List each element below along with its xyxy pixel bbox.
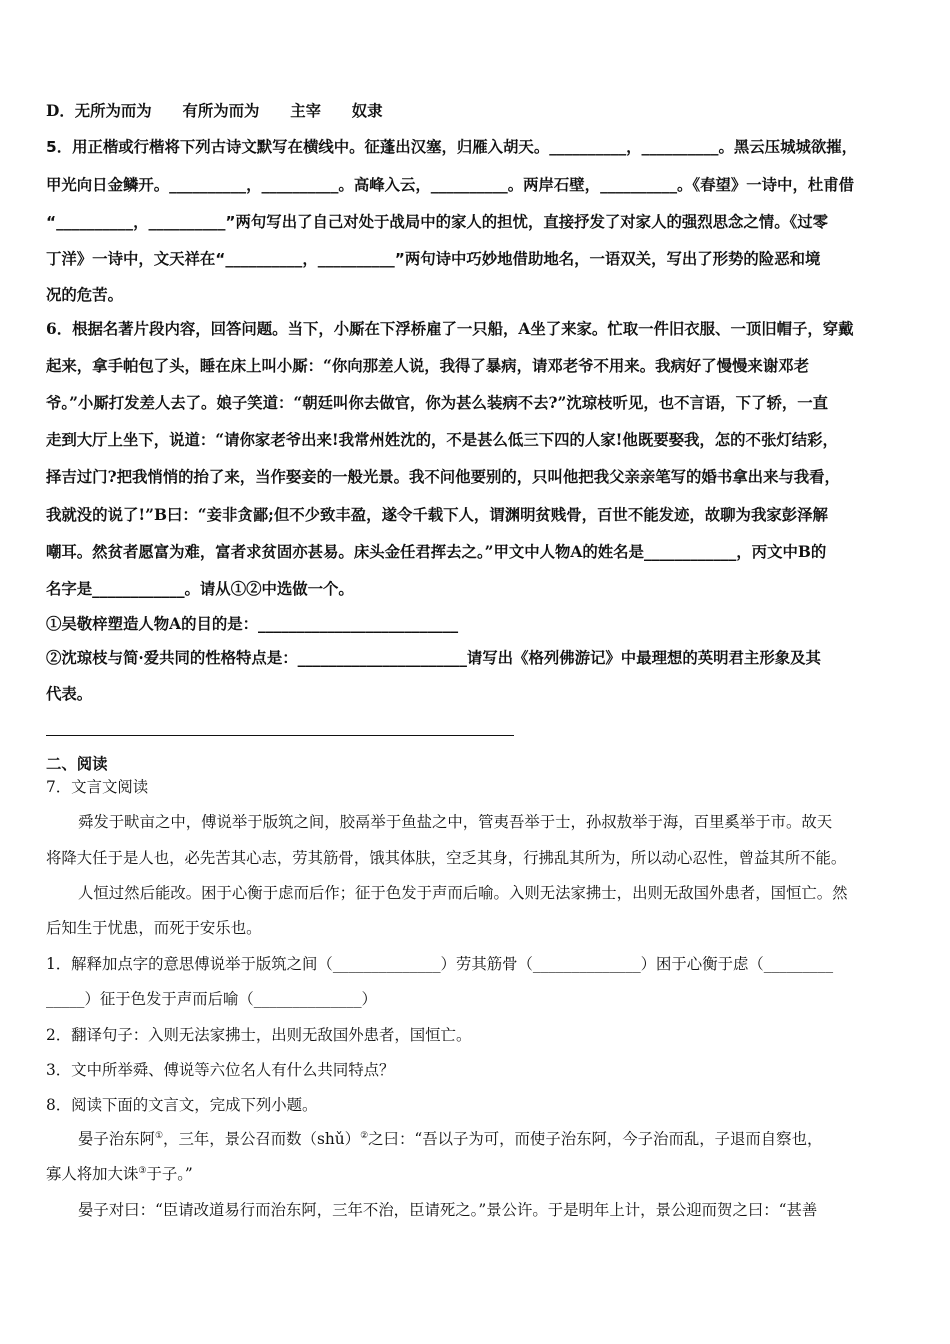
q7-sub-1-cont: _____）征于色发于声而后喻（______________） [46,990,377,1008]
q6-line-5: 择吉过门?把我悄悄的抬了来，当作娶妾的一般光景。我不问他要别的，只叫他把我父亲亲笔写的婚书拿出来与我看， [46,468,840,486]
q6-option-2: ②沈琼枝与简·爱共同的性格特点是：______________________请写出《格列佛游记》中最理想的英明君主形象及其 [46,649,821,667]
section-heading-reading: 二、阅读 [46,755,108,773]
footnote-marker-2: ② [360,1130,369,1141]
answer-underline [46,735,514,736]
q6-line-6: 我就没的说了!”B曰：“妾非贪鄙;但不少致丰盈，遂令千载下人，谓渊明贫贱骨，百世不能发迹，故聊为我家彭泽解 [46,506,828,524]
passage-1-line-3: 人恒过然后能改。困于心衡于虑而后作；征于色发于声而后喻。入则无法家拂士，出则无敌国外患者，国恒亡。然 [78,884,848,902]
q6-line-3: 爷。”小厮打发差人去了。娘子笑道：“朝廷叫你去做官，你为甚么装病不去?”沈琼枝听见，也不言语，下了轿，一直 [46,394,829,412]
q7-sub-3: 3．文中所举舜、傅说等六位名人有什么共同特点？ [46,1061,395,1079]
q5-line-1: 5．用正楷或行楷将下列古诗文默写在横线中。征蓬出汉塞，归雁入胡天。__________，__________。黑云压城城欲摧， [46,138,858,156]
footnote-marker-3: ③ [138,1165,147,1176]
q5-line-3: “__________，__________”两句写出了自己对处于战局中的家人的担忧，直接抒发了对家人的强烈思念之情。《过零 [46,213,829,231]
q5-line-2: 甲光向日金鳞开。__________，__________。高峰入云，__________。两岸石壁，__________。《春望》一诗中，杜甫借 [46,176,855,194]
passage-2-text-b: ，三年，景公召而数（shǔ） [163,1130,361,1148]
q6-option-1: ①吴敬梓塑造人物A的目的是：__________________________ [46,615,459,633]
passage-2-line-1 [78,1129,822,1149]
q6-option-2-cont: 代表。 [46,685,93,703]
q6-line-2: 起来，拿手帕包了头，睡在床上叫小厮：“你向那差人说，我得了暴病，请邓老爷不用来。我病好了慢慢来谢邓老 [46,357,809,375]
q6-line-7: 嘲耳。然贫者愿富为难，富者求贫固亦甚易。床头金任君挥去之。”甲文中人物A的姓名是____________，丙文中B的 [46,543,827,561]
q7-sub-1: 1．解释加点字的意思傅说举于版筑之间（______________）劳其筋骨（______________）困于心衡于虑（_________ [46,955,834,973]
q5-line-4: 丁洋》一诗中，文天祥在“__________，__________”两句诗中巧妙地借助地名，一语双关，写出了形势的险恶和境 [46,250,821,268]
q5-line-5: 况的危苦。 [46,286,123,304]
q7-title: 7．文言文阅读 [46,778,149,796]
option-d: D．无所为而为 有所为而为 主宰 奴隶 [46,102,383,120]
q6-line-8: 名字是____________。请从①②中选做一个。 [46,580,354,598]
q7-sub-2: 2．翻译句子：入则无法家拂士，出则无敌国外患者，国恒亡。 [46,1026,472,1044]
q8-title: 8．阅读下面的文言文，完成下列小题。 [46,1096,318,1114]
passage-1-line-2: 将降大任于是人也，必先苦其心志，劳其筋骨，饿其体肤，空乏其身，行拂乱其所为，所以动心忍性，曾益其所不能。 [46,849,847,867]
q6-line-4: 走到大厅上坐下，说道：“请你家老爷出来!我常州姓沈的，不是甚么低三下四的人家!他既要娶我，怎的不张灯结彩， [46,431,838,449]
passage-2-line-3: 晏子对曰：“臣请改道易行而治东阿，三年不治，臣请死之。”景公许。于是明年上计，景公迎而贺之曰：“甚善 [78,1201,818,1219]
passage-2-line-2 [46,1164,193,1184]
passage-1-line-4: 后知生于忧患，而死于安乐也。 [46,919,262,937]
q6-line-1: 6．根据名著片段内容，回答问题。当下，小厮在下浮桥雇了一只船，A坐了来家。忙取一件旧衣服、一顶旧帽子，穿戴 [46,320,854,338]
passage-2-text-a: 晏子治东阿 [78,1130,155,1148]
footnote-marker-1: ① [154,1130,164,1141]
passage-2-text-c: 之曰：“吾以子为可，而使子治东阿，今子治而乱，子退而自察也， [368,1130,823,1148]
passage-2-text-e: 于子。” [146,1165,193,1183]
passage-2-text-d: 寡人将加大诛 [46,1165,139,1183]
passage-1-line-1: 舜发于畎亩之中，傅说举于版筑之间，胶鬲举于鱼盐之中，管夷吾举于士，孙叔敖举于海，百里奚举于市。故天 [78,813,833,831]
